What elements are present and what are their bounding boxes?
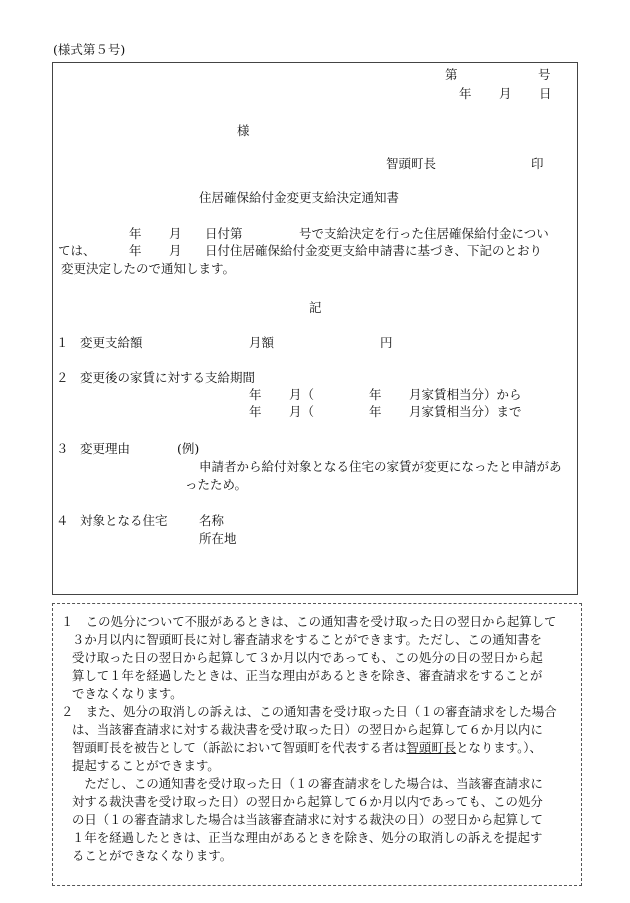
ki-heading: 記	[309, 300, 322, 315]
reason-line-2: ったため。	[185, 477, 248, 492]
note-line: ３か月以内に智頭町長に対し審査請求をすることができます。ただし、この通知書を	[72, 632, 542, 647]
item2-label: 変更後の家賃に対する支給期間	[80, 370, 256, 385]
note-line: 算して１年を経過したときは、正当な理由があるときを除き、審査請求をすることが	[72, 668, 543, 683]
period-from-year: 年	[249, 387, 262, 402]
period-from-rent-year: 年	[369, 387, 382, 402]
item1-label: 変更支給額	[80, 335, 143, 350]
item3-example: (例)	[177, 441, 200, 456]
note-line: の日（１の審査請求した場合は当該審査請求に対する裁決の日）の翌日から起算して	[72, 812, 543, 827]
item1-yen: 円	[380, 335, 393, 350]
doc-number-prefix: 第	[445, 67, 458, 82]
item1-monthly: 月額	[249, 335, 275, 350]
body-month-2: 月	[169, 243, 182, 258]
item3-number: ３	[56, 441, 69, 456]
item1-number: １	[56, 335, 69, 350]
note-line: 受け取った日の翌日から起算して３か月以内であっても、この処分の日の翌日から起	[72, 650, 543, 665]
document-title: 住居確保給付金変更支給決定通知書	[199, 190, 400, 205]
note-line-8-part-c: となります。）、	[456, 740, 542, 755]
note-line: できなくなります。	[72, 686, 183, 701]
issuer-title: 智頭町長	[386, 156, 437, 171]
issuer-seal: 印	[531, 156, 544, 171]
note-line: ただし、この通知書を受け取った日（１の審査請求をした場合は、当該審査請求に	[72, 776, 543, 791]
date-day: 日	[539, 86, 552, 101]
body-line2-rest: 日付住居確保給付金変更支給申請書に基づき、下記のとおり	[205, 243, 543, 258]
period-to-rent-month: 月家賃相当分）まで	[409, 404, 522, 419]
item3-label: 変更理由	[80, 441, 131, 456]
note-line: 対する裁決書を受け取った日）の翌日から起算して６か月以内であっても、この処分	[72, 794, 543, 809]
date-month: 月	[499, 86, 512, 101]
reason-line-1: 申請者から給付対象となる住宅の家賃が変更になったと申請があ	[199, 459, 562, 474]
note-line-8-defendant: 智頭町長	[406, 740, 457, 755]
housing-address-label: 所在地	[199, 531, 237, 546]
addressee-suffix: 様	[237, 123, 250, 138]
note-line: ２ また、処分の取消しの訴えは、この通知書を受け取った日（１の審査請求をした場合	[61, 704, 557, 719]
body-line2-start: ては、	[58, 243, 96, 258]
body-month-1: 月	[169, 226, 182, 241]
housing-name-label: 名称	[199, 513, 225, 528]
date-year: 年	[459, 86, 472, 101]
body-line3: 変更決定したので通知します。	[61, 261, 236, 276]
appeal-notes-box	[52, 603, 582, 886]
note-line: 提起することができます。	[72, 758, 220, 773]
note-line: は、当該審査請求に対する裁決書を受け取った日）の翌日から起算して６か月以内に	[72, 722, 543, 737]
period-to-rent-year: 年	[369, 404, 382, 419]
period-from-month: 月（	[289, 387, 315, 402]
form-number: (様式第５号)	[53, 42, 126, 57]
doc-number-suffix: 号	[538, 67, 551, 82]
body-year-1: 年	[129, 226, 142, 241]
body-day-no: 日付第	[205, 226, 243, 241]
item4-label: 対象となる住宅	[80, 513, 168, 528]
notice-body-frame	[52, 62, 578, 595]
period-to-month: 月（	[289, 404, 315, 419]
item2-number: ２	[56, 370, 69, 385]
note-line: ることができなくなります。	[72, 848, 233, 863]
note-line	[72, 738, 542, 756]
body-year-2: 年	[129, 243, 142, 258]
period-from-rent-month: 月家賃相当分）から	[409, 387, 522, 402]
item4-number: ４	[56, 513, 69, 528]
body-line1-rest: 号で支給決定を行った住居確保給付金につい	[299, 226, 549, 241]
note-line-8-part-a: 智頭町長を被告として（訴訟において智頭町を代表する者は	[72, 740, 407, 755]
note-line: １ この処分について不服があるときは、この通知書を受け取った日の翌日から起算して	[61, 614, 557, 629]
note-line: １年を経過したときは、正当な理由があるときを除き、処分の取消しの訴えを提起す	[72, 830, 543, 845]
period-to-year: 年	[249, 404, 262, 419]
